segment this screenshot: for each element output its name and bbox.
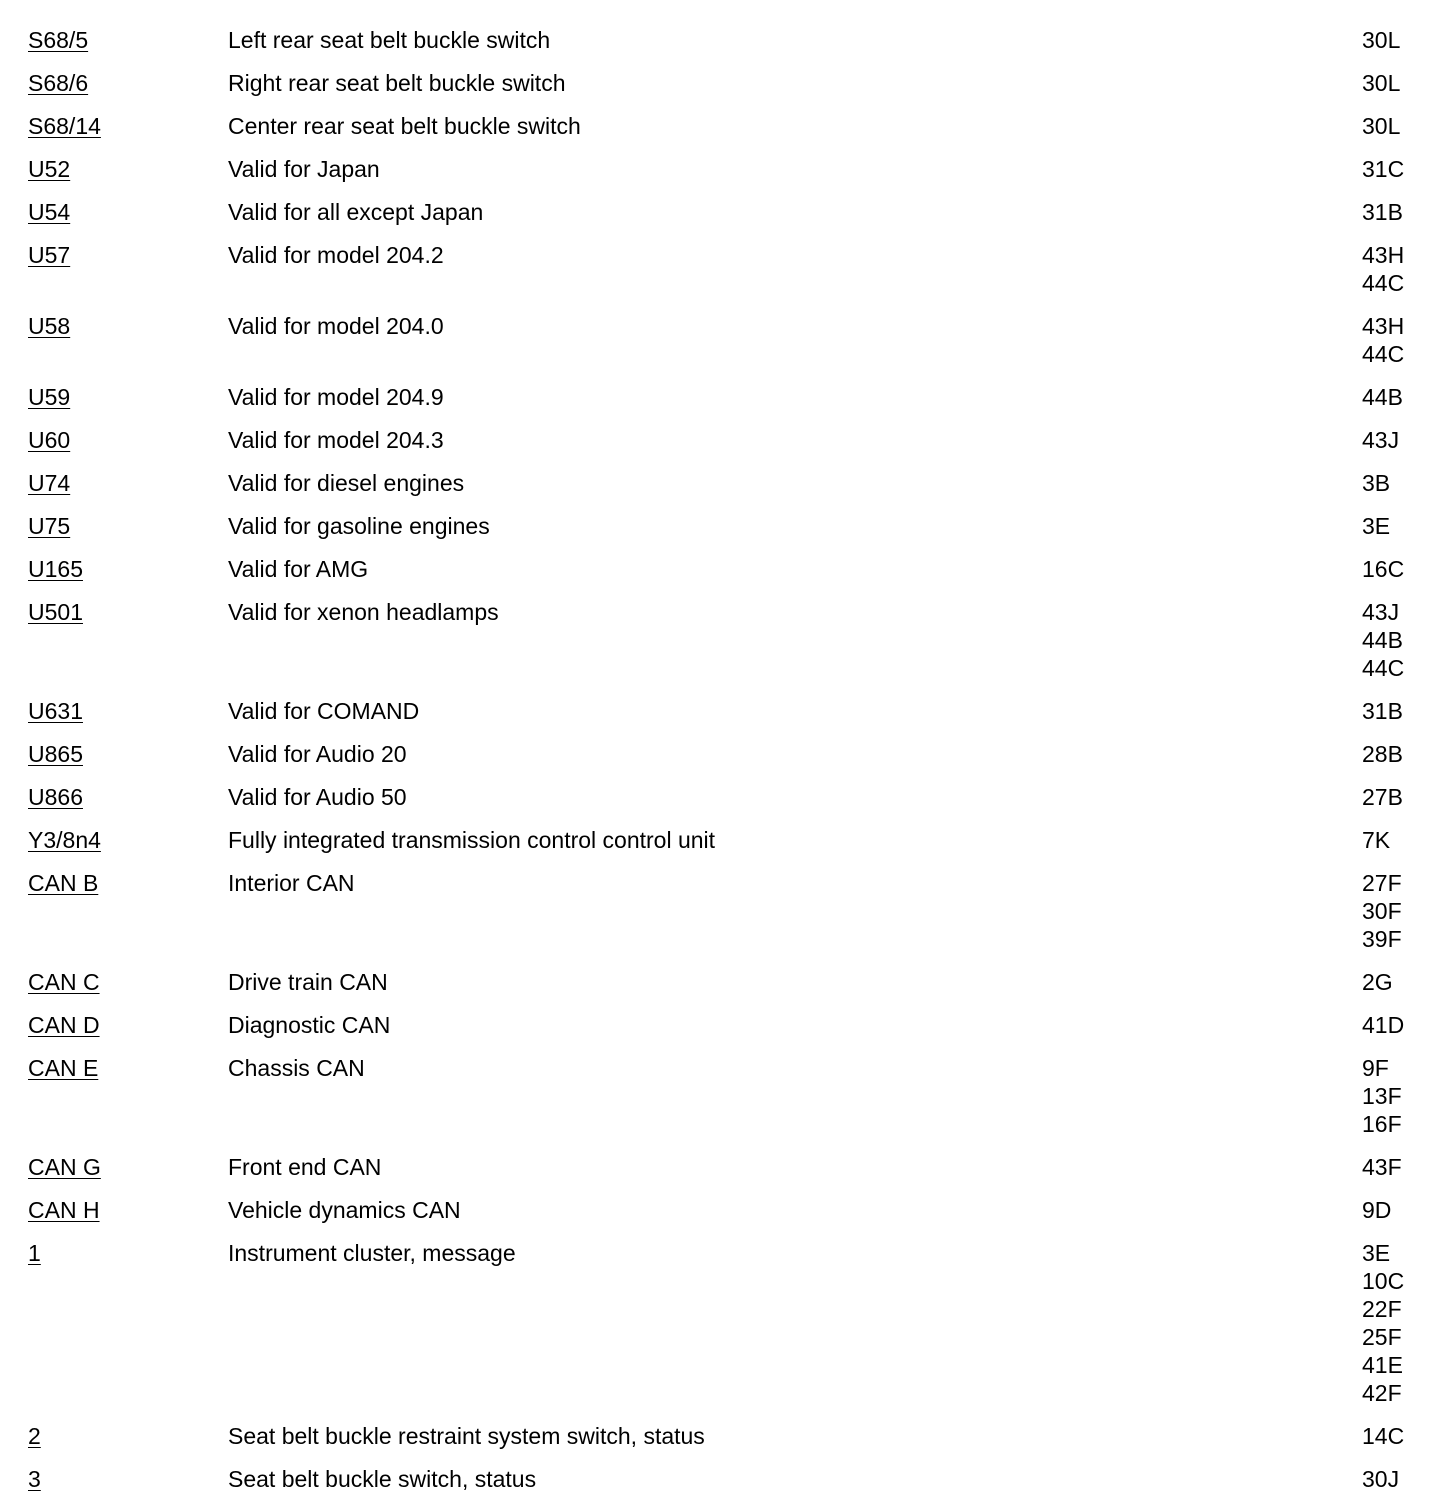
component-description: Seat belt buckle restraint system switch, status xyxy=(228,1423,705,1449)
table-row xyxy=(28,1465,1428,1493)
grid-reference-list xyxy=(1362,241,1428,297)
grid-reference: 2G xyxy=(1362,969,1393,995)
grid-reference-list xyxy=(1362,69,1428,97)
grid-reference: 9D xyxy=(1362,1197,1392,1223)
table-row xyxy=(28,69,1428,97)
component-description: Valid for xenon headlamps xyxy=(228,599,499,625)
grid-reference: 16C xyxy=(1362,556,1405,582)
table-row xyxy=(28,826,1428,854)
component-code-link[interactable]: U866 xyxy=(28,784,83,810)
component-description: Valid for model 204.2 xyxy=(228,242,444,268)
grid-reference: 3E xyxy=(1362,1240,1391,1266)
grid-reference-list xyxy=(1362,555,1428,583)
component-code-link[interactable]: U75 xyxy=(28,513,71,539)
table-row xyxy=(28,383,1428,411)
table-row xyxy=(28,512,1428,540)
component-code-link[interactable]: U865 xyxy=(28,741,83,767)
grid-reference-list xyxy=(1362,1153,1428,1181)
table-row xyxy=(28,968,1428,996)
component-code-link[interactable]: 2 xyxy=(28,1423,41,1449)
grid-reference-list xyxy=(1362,826,1428,854)
grid-reference-list xyxy=(1362,1239,1428,1407)
grid-reference-list xyxy=(1362,598,1428,682)
component-code-link[interactable]: U52 xyxy=(28,156,71,182)
table-row xyxy=(28,1422,1428,1450)
component-code-link[interactable]: S68/5 xyxy=(28,27,89,53)
table-row xyxy=(28,740,1428,768)
grid-reference-list xyxy=(1362,426,1428,454)
component-code-link[interactable]: CAN H xyxy=(28,1197,100,1223)
component-code-link[interactable]: U501 xyxy=(28,599,83,625)
component-code-link[interactable]: U631 xyxy=(28,698,83,724)
table-row xyxy=(28,198,1428,226)
table-row xyxy=(28,1054,1428,1138)
grid-reference-list xyxy=(1362,1465,1428,1493)
grid-reference: 31B xyxy=(1362,698,1403,724)
component-description: Vehicle dynamics CAN xyxy=(228,1197,461,1223)
component-description: Seat belt buckle switch, status xyxy=(228,1466,537,1492)
component-code-link[interactable]: 1 xyxy=(28,1240,41,1266)
component-description: Valid for Audio 50 xyxy=(228,784,407,810)
grid-reference-list xyxy=(1362,740,1428,768)
component-description: Diagnostic CAN xyxy=(228,1012,391,1038)
grid-reference: 31B xyxy=(1362,199,1403,225)
grid-reference: 44B xyxy=(1362,384,1403,410)
grid-reference-list xyxy=(1362,1196,1428,1224)
grid-reference: 28B xyxy=(1362,741,1403,767)
component-description: Valid for all except Japan xyxy=(228,199,484,225)
grid-reference-list xyxy=(1362,697,1428,725)
component-code-link[interactable]: U60 xyxy=(28,427,71,453)
grid-reference: 41D xyxy=(1362,1012,1405,1038)
grid-reference: 25F xyxy=(1362,1324,1402,1350)
grid-reference: 3B xyxy=(1362,470,1391,496)
grid-reference-list xyxy=(1362,1054,1428,1138)
grid-reference: 43J xyxy=(1362,427,1400,453)
component-code-link[interactable]: CAN G xyxy=(28,1154,101,1180)
grid-reference: 41E xyxy=(1362,1352,1403,1378)
grid-reference: 44C xyxy=(1362,270,1405,296)
component-description: Valid for AMG xyxy=(228,556,369,582)
table-row xyxy=(28,469,1428,497)
grid-reference: 16F xyxy=(1362,1111,1402,1137)
grid-reference-list xyxy=(1362,312,1428,368)
component-description: Chassis CAN xyxy=(228,1055,365,1081)
grid-reference-list xyxy=(1362,155,1428,183)
component-description: Instrument cluster, message xyxy=(228,1240,516,1266)
table-row xyxy=(28,312,1428,368)
grid-reference-list xyxy=(1362,198,1428,226)
component-description: Valid for model 204.9 xyxy=(228,384,444,410)
grid-reference: 27B xyxy=(1362,784,1403,810)
table-row xyxy=(28,555,1428,583)
grid-reference: 31C xyxy=(1362,156,1405,182)
table-row xyxy=(28,112,1428,140)
table-row xyxy=(28,697,1428,725)
component-description: Valid for diesel engines xyxy=(228,470,465,496)
component-code-link[interactable]: CAN E xyxy=(28,1055,99,1081)
table-row xyxy=(28,598,1428,682)
component-description: Right rear seat belt buckle switch xyxy=(228,70,566,96)
grid-reference-list xyxy=(1362,869,1428,953)
grid-reference: 43H xyxy=(1362,313,1405,339)
component-description: Drive train CAN xyxy=(228,969,388,995)
grid-reference-list xyxy=(1362,1011,1428,1039)
component-code-link[interactable]: U54 xyxy=(28,199,71,225)
grid-reference: 39F xyxy=(1362,926,1402,952)
grid-reference: 14C xyxy=(1362,1423,1405,1449)
grid-reference: 30F xyxy=(1362,898,1402,924)
grid-reference: 42F xyxy=(1362,1380,1402,1406)
table-row xyxy=(28,1239,1428,1407)
grid-reference: 44C xyxy=(1362,655,1405,681)
grid-reference-list xyxy=(1362,469,1428,497)
grid-reference: 44B xyxy=(1362,627,1403,653)
grid-reference: 30L xyxy=(1362,113,1401,139)
component-description: Valid for Audio 20 xyxy=(228,741,407,767)
grid-reference: 30L xyxy=(1362,70,1401,96)
grid-reference-list xyxy=(1362,112,1428,140)
legend-list xyxy=(28,26,1428,1508)
component-description: Center rear seat belt buckle switch xyxy=(228,113,581,139)
component-code-link[interactable]: Y3/8n4 xyxy=(28,827,101,853)
grid-reference: 43F xyxy=(1362,1154,1402,1180)
component-code-link[interactable]: CAN C xyxy=(28,969,100,995)
table-row xyxy=(28,155,1428,183)
grid-reference: 30J xyxy=(1362,1466,1400,1492)
component-description: Fully integrated transmission control control unit xyxy=(228,827,716,853)
grid-reference-list xyxy=(1362,512,1428,540)
grid-reference: 7K xyxy=(1362,827,1391,853)
grid-reference-list xyxy=(1362,1422,1428,1450)
grid-reference: 43H xyxy=(1362,242,1405,268)
component-code-link[interactable]: U165 xyxy=(28,556,83,582)
component-description: Valid for gasoline engines xyxy=(228,513,490,539)
grid-reference-list xyxy=(1362,968,1428,996)
component-code-link[interactable]: U59 xyxy=(28,384,71,410)
grid-reference: 44C xyxy=(1362,341,1405,367)
table-row xyxy=(28,1196,1428,1224)
component-code-link[interactable]: 3 xyxy=(28,1466,41,1492)
grid-reference: 22F xyxy=(1362,1296,1402,1322)
table-row xyxy=(28,783,1428,811)
component-description: Interior CAN xyxy=(228,870,355,896)
grid-reference: 10C xyxy=(1362,1268,1405,1294)
component-description: Left rear seat belt buckle switch xyxy=(228,27,551,53)
component-code-link[interactable]: CAN D xyxy=(28,1012,100,1038)
component-code-link[interactable]: U74 xyxy=(28,470,71,496)
table-row xyxy=(28,1153,1428,1181)
component-code-link[interactable]: U57 xyxy=(28,242,71,268)
component-description: Valid for model 204.0 xyxy=(228,313,444,339)
grid-reference: 43J xyxy=(1362,599,1400,625)
grid-reference: 30L xyxy=(1362,27,1401,53)
grid-reference: 3E xyxy=(1362,513,1391,539)
component-description: Valid for model 204.3 xyxy=(228,427,444,453)
grid-reference: 27F xyxy=(1362,870,1402,896)
grid-reference-list xyxy=(1362,26,1428,54)
grid-reference-list xyxy=(1362,783,1428,811)
component-description: Valid for Japan xyxy=(228,156,380,182)
table-row xyxy=(28,426,1428,454)
component-code-link[interactable]: U58 xyxy=(28,313,71,339)
table-row xyxy=(28,26,1428,54)
table-row xyxy=(28,241,1428,297)
component-code-link[interactable]: CAN B xyxy=(28,870,99,896)
component-description: Front end CAN xyxy=(228,1154,382,1180)
table-row xyxy=(28,869,1428,953)
grid-reference: 13F xyxy=(1362,1083,1402,1109)
component-code-link[interactable]: S68/6 xyxy=(28,70,89,96)
table-row xyxy=(28,1011,1428,1039)
grid-reference: 9F xyxy=(1362,1055,1389,1081)
grid-reference-list xyxy=(1362,383,1428,411)
component-code-link[interactable]: S68/14 xyxy=(28,113,101,139)
component-description: Valid for COMAND xyxy=(228,698,420,724)
